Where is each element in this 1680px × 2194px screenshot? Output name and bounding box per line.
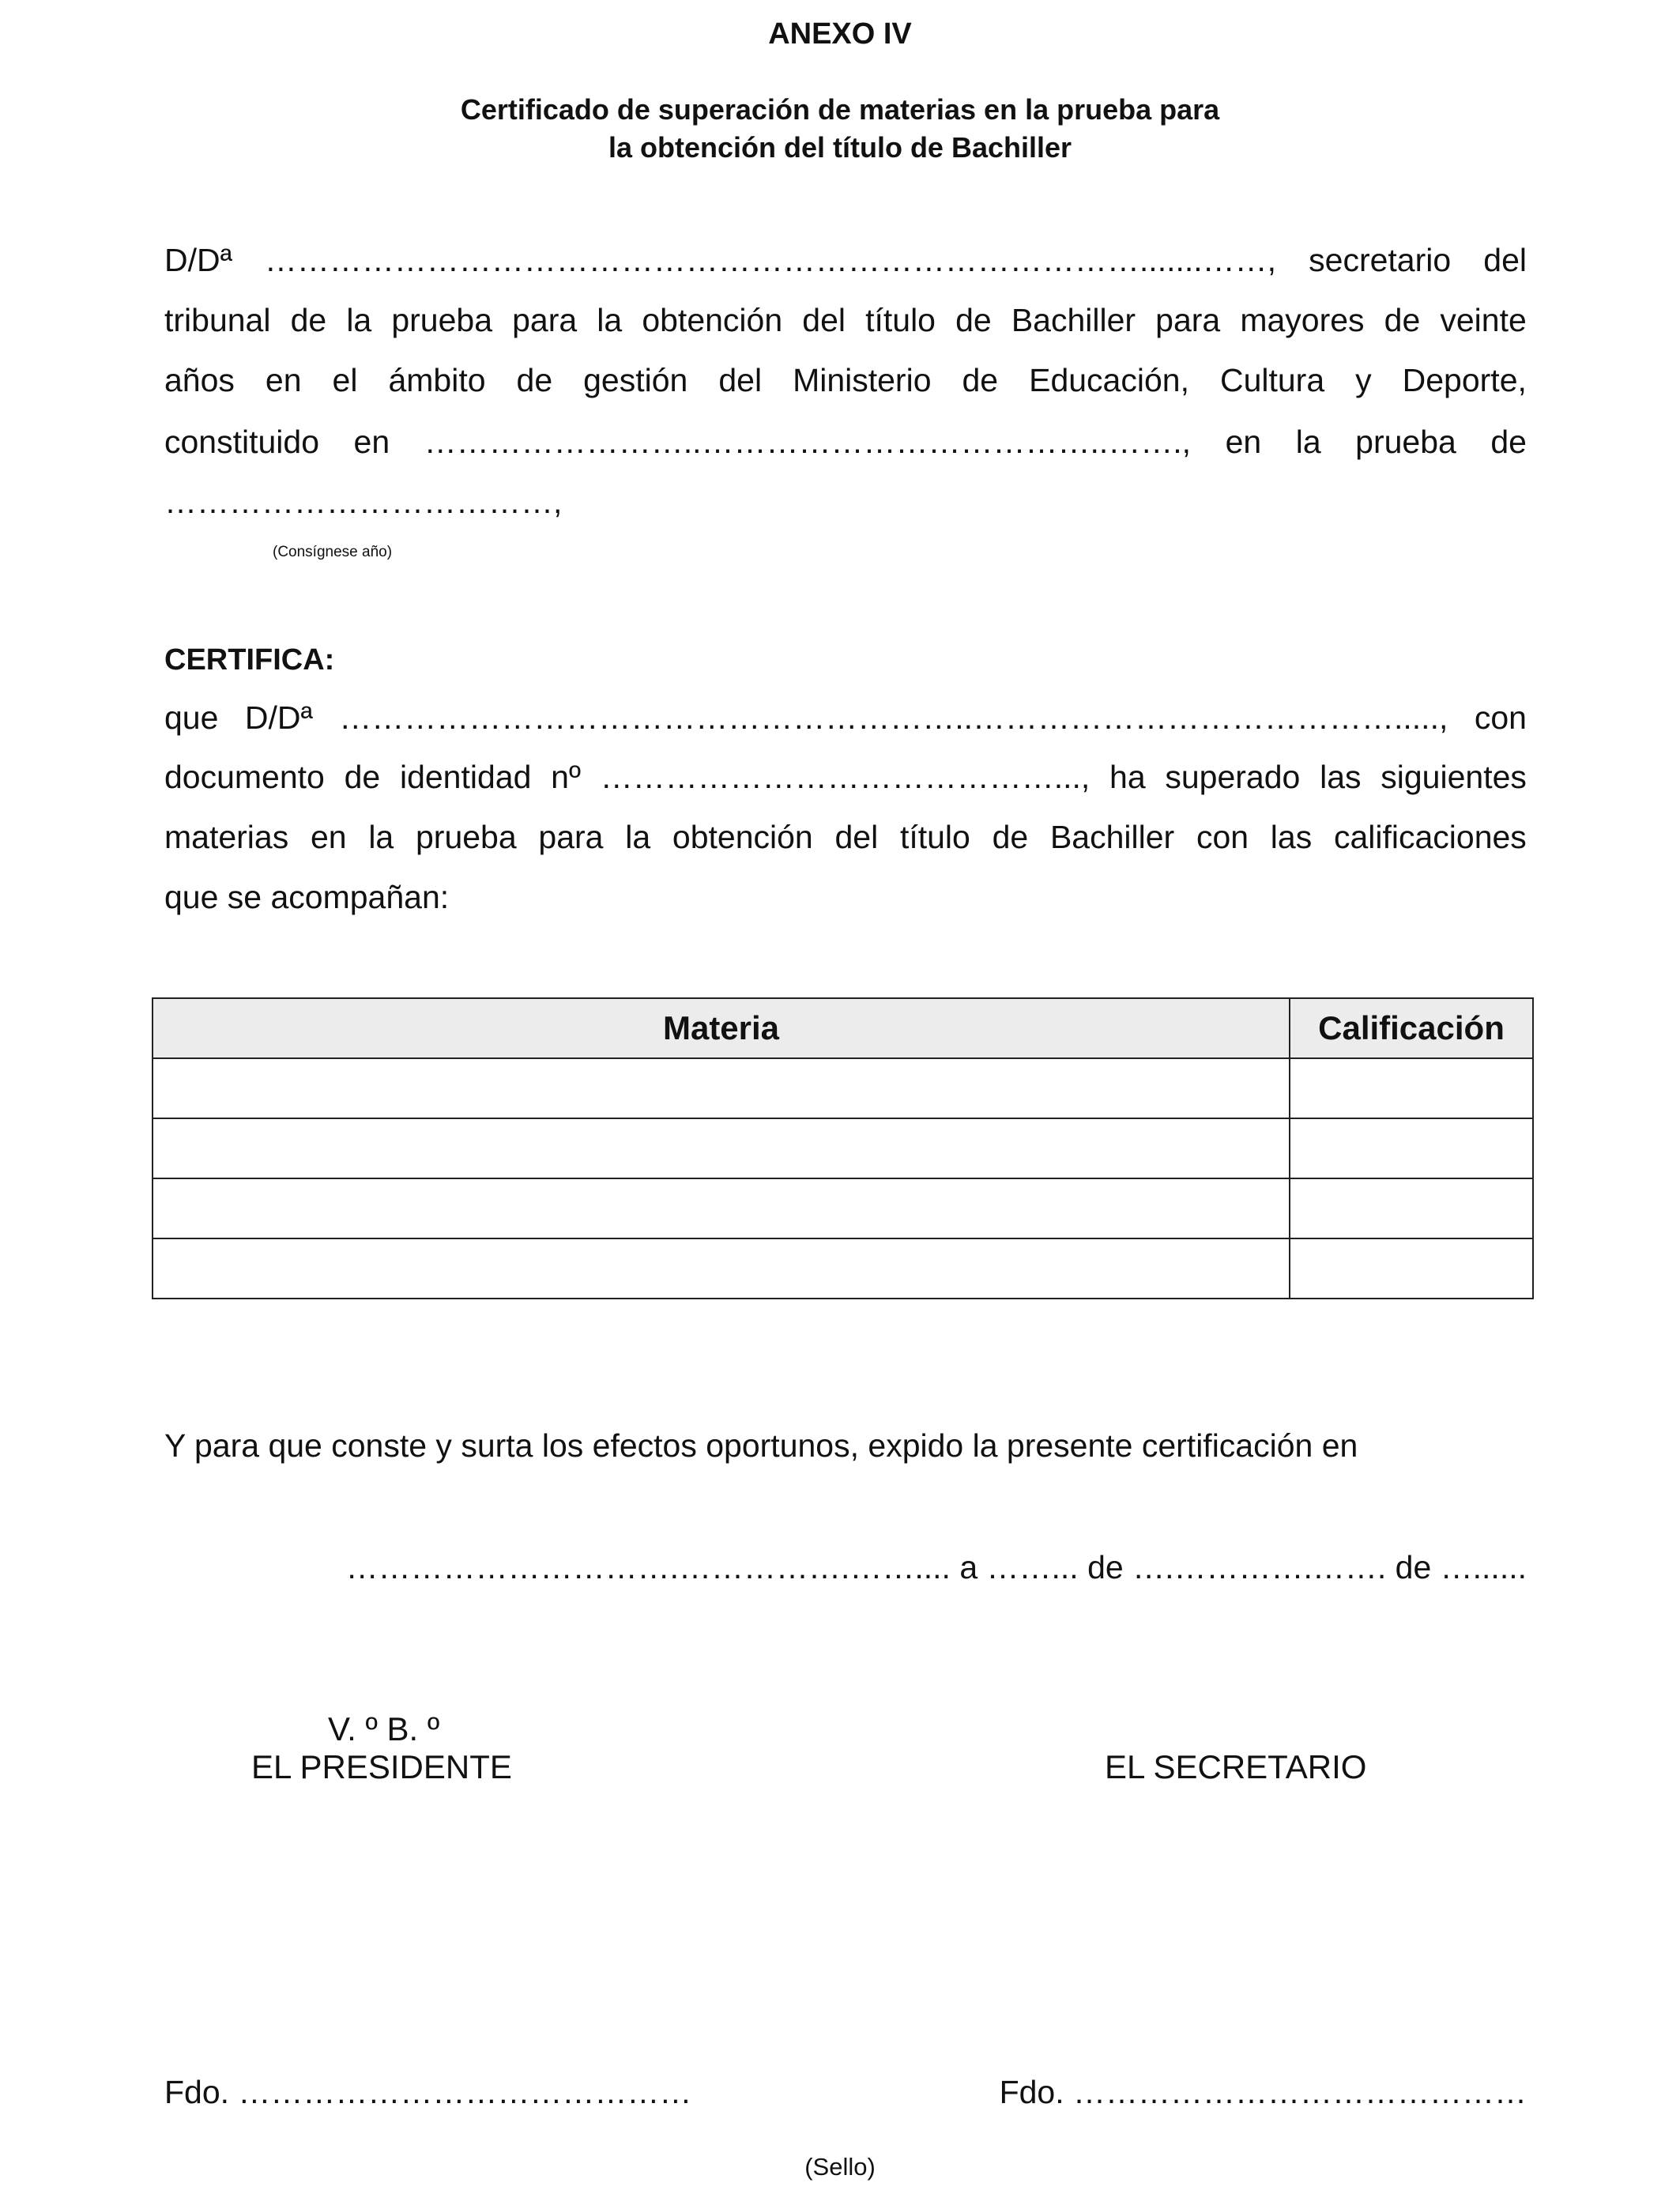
word: de <box>516 362 553 398</box>
word: materias <box>164 819 289 855</box>
word: las <box>1270 819 1313 855</box>
secretary-signature-line: Fdo. …………………………………… <box>999 2074 1527 2110</box>
word: Educación, <box>1029 362 1189 398</box>
seal-label: (Sello) <box>804 2153 876 2181</box>
header-materia: Materia <box>153 998 1290 1058</box>
word: de <box>1490 424 1527 460</box>
paragraph1-line2 <box>164 302 1527 339</box>
certifica-line1 <box>164 699 1527 737</box>
word: identidad <box>399 759 532 795</box>
date-line: ………………………….…………….…….... a ……... de ….………….……. de …...... <box>345 1549 1527 1585</box>
word: de <box>992 819 1029 855</box>
word: Bachiller <box>1011 302 1136 338</box>
word: de <box>344 759 381 795</box>
president-label: EL PRESIDENTE <box>251 1748 512 1785</box>
word: calificaciones <box>1333 819 1527 855</box>
materia-cell[interactable] <box>153 1118 1290 1178</box>
word: con <box>1474 699 1527 736</box>
word: del <box>718 362 763 398</box>
calificacion-cell[interactable] <box>1290 1178 1533 1238</box>
materia-cell[interactable] <box>153 1058 1290 1118</box>
word: Ministerio <box>793 362 932 398</box>
word: Cultura <box>1219 362 1325 398</box>
word: del <box>802 302 846 338</box>
word: en <box>265 362 302 398</box>
word: ……………………..………………………………..……., <box>424 424 1192 460</box>
word: obtención <box>672 819 813 855</box>
certifica-line4: que se acompañan: <box>164 879 450 915</box>
word: en <box>1225 424 1262 460</box>
closing-statement: Y para que conste y surta los efectos oportunos, expido la presente certificación en <box>164 1427 1358 1464</box>
certifica-line3 <box>164 819 1527 856</box>
word: título <box>865 302 936 338</box>
word: las <box>1320 759 1362 795</box>
word: para <box>512 302 578 338</box>
grades-table <box>152 997 1534 1299</box>
word: ámbito <box>388 362 486 398</box>
word: Deporte, <box>1402 362 1527 398</box>
word: y <box>1355 362 1372 398</box>
word: secretario <box>1309 242 1452 278</box>
president-signature-line: Fdo. …………………………………… <box>164 2074 692 2110</box>
secretary-label: EL SECRETARIO <box>1105 1748 1367 1785</box>
word: para <box>1155 302 1221 338</box>
word: el <box>332 362 358 398</box>
calificacion-cell[interactable] <box>1290 1238 1533 1299</box>
paragraph1-line1 <box>164 242 1527 279</box>
word: veinte <box>1440 302 1527 338</box>
word: …………………………………………………..…………………………………....., <box>339 699 1448 736</box>
word: prueba <box>1355 424 1456 460</box>
word: ……………………………………………………………………….......……, <box>264 242 1277 278</box>
word: del <box>1483 242 1527 278</box>
word: con <box>1196 819 1249 855</box>
year-note: (Consígnese año) <box>273 544 393 560</box>
word: documento <box>164 759 325 795</box>
word: del <box>834 819 879 855</box>
word: para <box>538 819 604 855</box>
word: superado <box>1165 759 1301 795</box>
table-header-row <box>153 998 1533 1058</box>
word: en <box>310 819 347 855</box>
vobo-label: V. º B. º <box>328 1710 440 1747</box>
word: la <box>625 819 651 855</box>
word: ……………………………………..., <box>600 759 1090 795</box>
document-title-line-1: Certificado de superación de materias en la prueba para <box>460 93 1220 126</box>
paragraph1-line3 <box>164 362 1527 399</box>
table-row <box>153 1238 1533 1299</box>
word: la <box>597 302 623 338</box>
table-row <box>153 1058 1533 1118</box>
word: en <box>353 424 390 460</box>
word: gestión <box>583 362 688 398</box>
materia-cell[interactable] <box>153 1178 1290 1238</box>
table-row <box>153 1178 1533 1238</box>
word: la <box>346 302 372 338</box>
word: la <box>368 819 394 855</box>
materia-cell[interactable] <box>153 1238 1290 1299</box>
word: siguientes <box>1381 759 1527 795</box>
word: mayores <box>1240 302 1365 338</box>
word: la <box>1295 424 1321 460</box>
document-title-line-2: la obtención del título de Bachiller <box>608 131 1072 164</box>
word: nº <box>551 759 581 795</box>
certifica-label: CERTIFICA: <box>164 643 335 677</box>
word: de <box>962 362 999 398</box>
word: título <box>899 819 970 855</box>
word: tribunal <box>164 302 271 338</box>
word: D/Dª <box>164 242 232 278</box>
paragraph1-line5: ………………………………, <box>164 484 563 520</box>
word: de <box>1384 302 1421 338</box>
word: prueba <box>391 302 493 338</box>
table-row <box>153 1118 1533 1178</box>
word: constituido <box>164 424 320 460</box>
header-calificacion: Calificación <box>1290 998 1533 1058</box>
calificacion-cell[interactable] <box>1290 1058 1533 1118</box>
word: prueba <box>416 819 517 855</box>
calificacion-cell[interactable] <box>1290 1118 1533 1178</box>
annex-heading: ANEXO IV <box>768 17 912 51</box>
word: D/Dª <box>244 699 313 736</box>
word: ha <box>1109 759 1146 795</box>
word: años <box>164 362 235 398</box>
word: de <box>290 302 327 338</box>
word: que <box>164 699 219 736</box>
word: Bachiller <box>1049 819 1175 855</box>
certifica-line2 <box>164 759 1527 796</box>
word: de <box>955 302 992 338</box>
paragraph1-line4 <box>164 424 1527 461</box>
word: obtención <box>642 302 783 338</box>
